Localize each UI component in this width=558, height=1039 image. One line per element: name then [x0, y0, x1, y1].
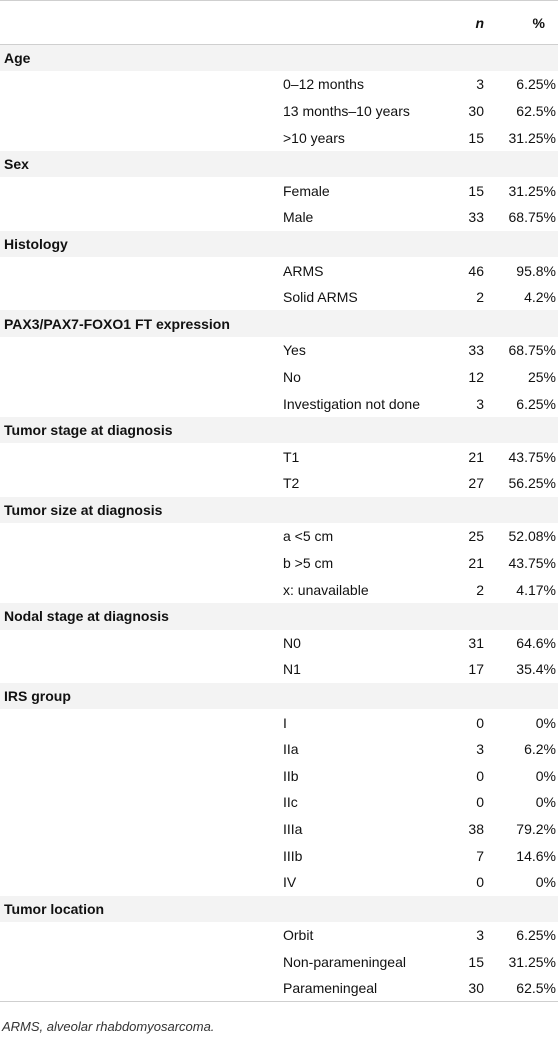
count-cell: 0: [476, 794, 484, 811]
percent-cell: 0%: [535, 714, 556, 731]
category-cell: Non-parameningeal: [283, 953, 406, 970]
table-row: [0, 656, 558, 683]
percent-cell: 0%: [535, 767, 556, 784]
count-cell: 3: [476, 927, 484, 944]
count-cell: 2: [476, 289, 484, 306]
header-n: n: [451, 1, 486, 45]
indent-cell: [0, 337, 281, 364]
group-row: [0, 231, 558, 258]
count-cell: 15: [468, 129, 484, 146]
header-row: [0, 1, 558, 45]
percent-cell: 43.75%: [508, 555, 556, 572]
table-row: [0, 975, 558, 1002]
count-cell: 21: [468, 448, 484, 465]
table-body: [0, 45, 558, 1002]
percent-cell: 4.2%: [524, 289, 556, 306]
category-cell: I: [283, 714, 287, 731]
percent-cell: 68.75%: [508, 342, 556, 359]
count-cell: 3: [476, 741, 484, 758]
count-cell: 15: [468, 953, 484, 970]
table-row: [0, 709, 558, 736]
group-label: Tumor location: [4, 900, 105, 917]
table-row: [0, 364, 558, 391]
percent-cell: 4.17%: [516, 581, 556, 598]
table-row: [0, 736, 558, 763]
group-row: [0, 896, 558, 923]
indent-cell: [0, 922, 281, 949]
indent-cell: [0, 550, 281, 577]
percent-cell: 31.25%: [508, 129, 556, 146]
count-cell: 0: [476, 874, 484, 891]
indent-cell: [0, 975, 281, 1002]
group-label: IRS group: [4, 688, 71, 705]
category-cell: Orbit: [283, 927, 314, 944]
indent-cell: [0, 709, 281, 736]
category-cell: ARMS: [283, 262, 324, 279]
indent-cell: [0, 869, 281, 896]
group-label: Age: [4, 50, 31, 67]
percent-cell: 79.2%: [516, 821, 556, 838]
indent-cell: [0, 576, 281, 603]
category-cell: No: [283, 368, 301, 385]
indent-cell: [0, 470, 281, 497]
indent-cell: [0, 257, 281, 284]
count-cell: 15: [468, 182, 484, 199]
category-cell: Female: [283, 182, 330, 199]
category-cell: 13 months–10 years: [283, 102, 410, 119]
table-row: [0, 842, 558, 869]
table-row: [0, 257, 558, 284]
group-row: [0, 497, 558, 524]
indent-cell: [0, 98, 281, 125]
table-row: [0, 550, 558, 577]
indent-cell: [0, 390, 281, 417]
category-cell: 0–12 months: [283, 76, 364, 93]
table-row: [0, 789, 558, 816]
count-cell: 21: [468, 555, 484, 572]
table-row: [0, 177, 558, 204]
indent-cell: [0, 71, 281, 98]
indent-cell: [0, 789, 281, 816]
table-row: [0, 443, 558, 470]
category-cell: N1: [283, 661, 301, 678]
percent-cell: 6.25%: [516, 76, 556, 93]
category-cell: IIb: [283, 767, 299, 784]
percent-cell: 6.25%: [516, 395, 556, 412]
count-cell: 46: [468, 262, 484, 279]
category-cell: T2: [283, 475, 300, 492]
table-row: [0, 204, 558, 231]
count-cell: 33: [468, 342, 484, 359]
table-row: [0, 71, 558, 98]
group-label: PAX3/PAX7-FOXO1 FT expression: [4, 315, 230, 332]
indent-cell: [0, 949, 281, 976]
count-cell: 12: [468, 368, 484, 385]
count-cell: 3: [476, 76, 484, 93]
count-cell: 7: [476, 847, 484, 864]
percent-cell: 68.75%: [508, 209, 556, 226]
percent-cell: 35.4%: [516, 661, 556, 678]
table-row: [0, 98, 558, 125]
indent-cell: [0, 177, 281, 204]
count-cell: 2: [476, 581, 484, 598]
group-label: Tumor size at diagnosis: [4, 501, 163, 518]
header-percent: %: [486, 1, 558, 45]
table-row: [0, 576, 558, 603]
table-row: [0, 763, 558, 790]
category-cell: IIc: [283, 794, 298, 811]
percent-cell: 0%: [535, 794, 556, 811]
table-row: [0, 630, 558, 657]
category-cell: Male: [283, 209, 314, 226]
percent-cell: 43.75%: [508, 448, 556, 465]
group-label: Histology: [4, 235, 68, 252]
category-cell: Yes: [283, 342, 306, 359]
indent-cell: [0, 656, 281, 683]
table-row: [0, 816, 558, 843]
indent-cell: [0, 364, 281, 391]
group-row: [0, 417, 558, 444]
count-cell: 0: [476, 714, 484, 731]
category-cell: IV: [283, 874, 297, 891]
indent-cell: [0, 816, 281, 843]
percent-cell: 56.25%: [508, 475, 556, 492]
table-row: [0, 922, 558, 949]
percent-cell: 6.25%: [516, 927, 556, 944]
category-cell: IIa: [283, 741, 299, 758]
header-empty-1: [0, 1, 281, 45]
count-cell: 3: [476, 395, 484, 412]
count-cell: 30: [468, 102, 484, 119]
indent-cell: [0, 630, 281, 657]
category-cell: T1: [283, 448, 300, 465]
count-cell: 33: [468, 209, 484, 226]
category-cell: Solid ARMS: [283, 289, 358, 306]
indent-cell: [0, 124, 281, 151]
category-cell: x: unavailable: [283, 581, 369, 598]
category-cell: a <5 cm: [283, 528, 334, 545]
indent-cell: [0, 204, 281, 231]
percent-cell: 25%: [527, 368, 556, 385]
indent-cell: [0, 842, 281, 869]
count-cell: 17: [468, 661, 484, 678]
table-footnote: ARMS, alveolar rhabdomyosarcoma.: [2, 1019, 215, 1035]
category-cell: Investigation not done: [283, 395, 420, 412]
percent-cell: 64.6%: [516, 634, 556, 651]
percent-cell: 62.5%: [486, 975, 558, 1002]
percent-cell: 31.25%: [508, 953, 556, 970]
group-label: Sex: [4, 156, 29, 173]
table-row: [0, 337, 558, 364]
indent-cell: [0, 523, 281, 550]
percent-cell: 95.8%: [516, 262, 556, 279]
table-row: [0, 949, 558, 976]
table-row: [0, 124, 558, 151]
table-row: [0, 390, 558, 417]
percent-cell: 6.2%: [524, 741, 556, 758]
table-row: [0, 869, 558, 896]
percent-cell: 31.25%: [508, 182, 556, 199]
table-header: [0, 1, 558, 45]
group-label: Tumor stage at diagnosis: [4, 422, 173, 439]
percent-cell: 14.6%: [516, 847, 556, 864]
category-cell: >10 years: [283, 129, 345, 146]
indent-cell: [0, 443, 281, 470]
group-row: [0, 603, 558, 630]
count-cell: 31: [468, 634, 484, 651]
group-label: Nodal stage at diagnosis: [4, 608, 169, 625]
group-row: [0, 45, 558, 72]
category-cell: IIIa: [283, 821, 303, 838]
indent-cell: [0, 736, 281, 763]
indent-cell: [0, 284, 281, 311]
count-cell: 27: [468, 475, 484, 492]
category-cell: Parameningeal: [281, 975, 451, 1002]
count-cell: 38: [468, 821, 484, 838]
count-cell: 0: [476, 767, 484, 784]
table-row: [0, 284, 558, 311]
category-cell: b >5 cm: [283, 555, 334, 572]
category-cell: IIIb: [283, 847, 303, 864]
header-empty-2: [281, 1, 451, 45]
group-row: [0, 683, 558, 710]
category-cell: N0: [283, 634, 301, 651]
percent-cell: 52.08%: [508, 528, 556, 545]
percent-cell: 62.5%: [516, 102, 556, 119]
indent-cell: [0, 763, 281, 790]
group-row: [0, 310, 558, 337]
group-row: [0, 151, 558, 178]
table-row: [0, 523, 558, 550]
count-cell: 25: [468, 528, 484, 545]
table-row: [0, 470, 558, 497]
percent-cell: 0%: [535, 874, 556, 891]
count-cell: 30: [451, 975, 486, 1002]
